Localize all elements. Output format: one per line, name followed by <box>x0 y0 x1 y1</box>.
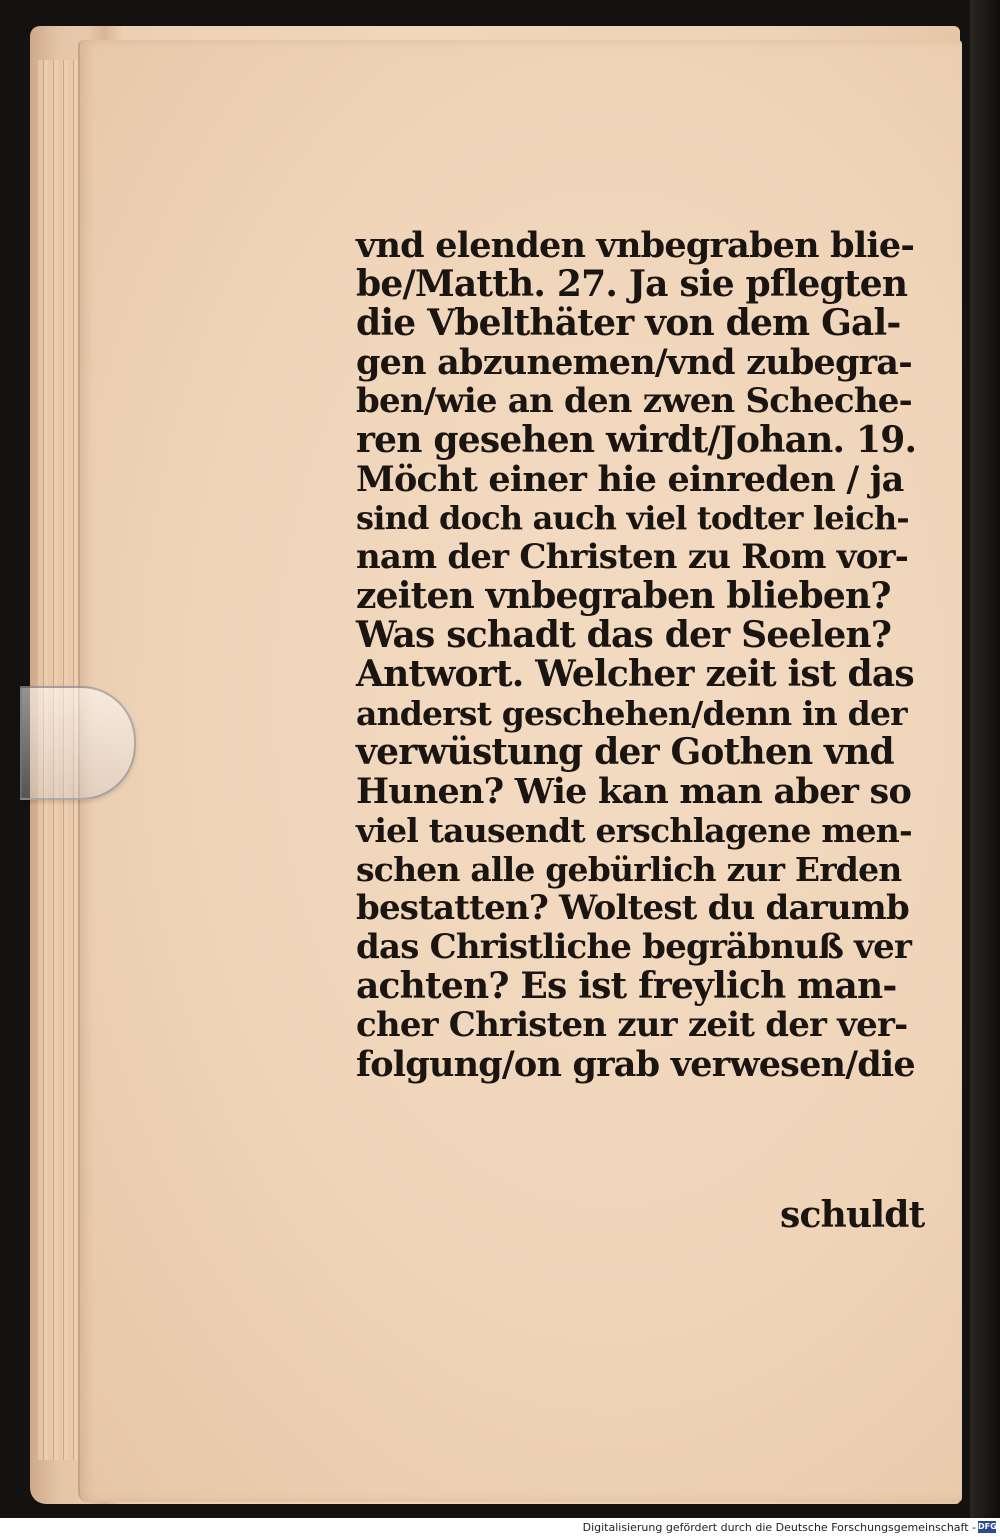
text-line: ren gesehen wirdt/Johan. 19. <box>356 419 917 461</box>
text-line: gen abzunemen/vnd zubegra- <box>356 342 912 383</box>
text-line: viel tausendt erschlagene men- <box>356 811 912 850</box>
text-line: die Vbelthäter von dem Gal- <box>356 302 901 344</box>
text-line: cher Christen zur zeit der ver- <box>356 1005 908 1045</box>
body-text <box>356 226 916 1226</box>
gutter-shadow <box>970 0 1000 1518</box>
text-line: ben/wie an den zwen Scheche- <box>356 381 912 421</box>
catchword: schuldt <box>780 1194 925 1236</box>
footer-credit: Digitalisierung gefördert durch die Deutsche Forschungsgemeinschaft - <box>582 1521 976 1534</box>
text-line: zeiten vnbegraben blieben? <box>356 575 891 617</box>
text-line: Hunen? Wie kan man aber so <box>356 771 912 812</box>
text-line: verwüstung der Gothen vnd <box>356 731 894 773</box>
text-line: sind doch auch viel todter leich- <box>356 499 909 537</box>
text-line: bestatten? Woltest du darumb <box>356 888 909 928</box>
text-line: vnd elenden vnbegraben blie- <box>356 225 915 266</box>
text-line: Möcht einer hie einreden / ja <box>356 459 904 500</box>
text-line: Was schadt das der Seelen? <box>356 614 892 656</box>
page-clip <box>20 686 136 800</box>
dfg-logo: DFG <box>978 1522 997 1531</box>
text-line: folgung/on grab verwesen/die <box>356 1044 915 1085</box>
text-line: Antwort. Welcher zeit ist das <box>356 653 914 695</box>
text-line: achten? Es ist freylich man- <box>356 965 897 1007</box>
text-line: das Christliche begräbnuß ver <box>356 927 912 967</box>
text-line: be/Matth. 27. Ja sie pflegten <box>356 263 908 305</box>
text-line: schen alle gebürlich zur Erden <box>356 850 902 889</box>
text-line: anderst geschehen/denn in der <box>356 694 907 733</box>
text-line: nam der Christen zu Rom vor- <box>356 537 909 577</box>
